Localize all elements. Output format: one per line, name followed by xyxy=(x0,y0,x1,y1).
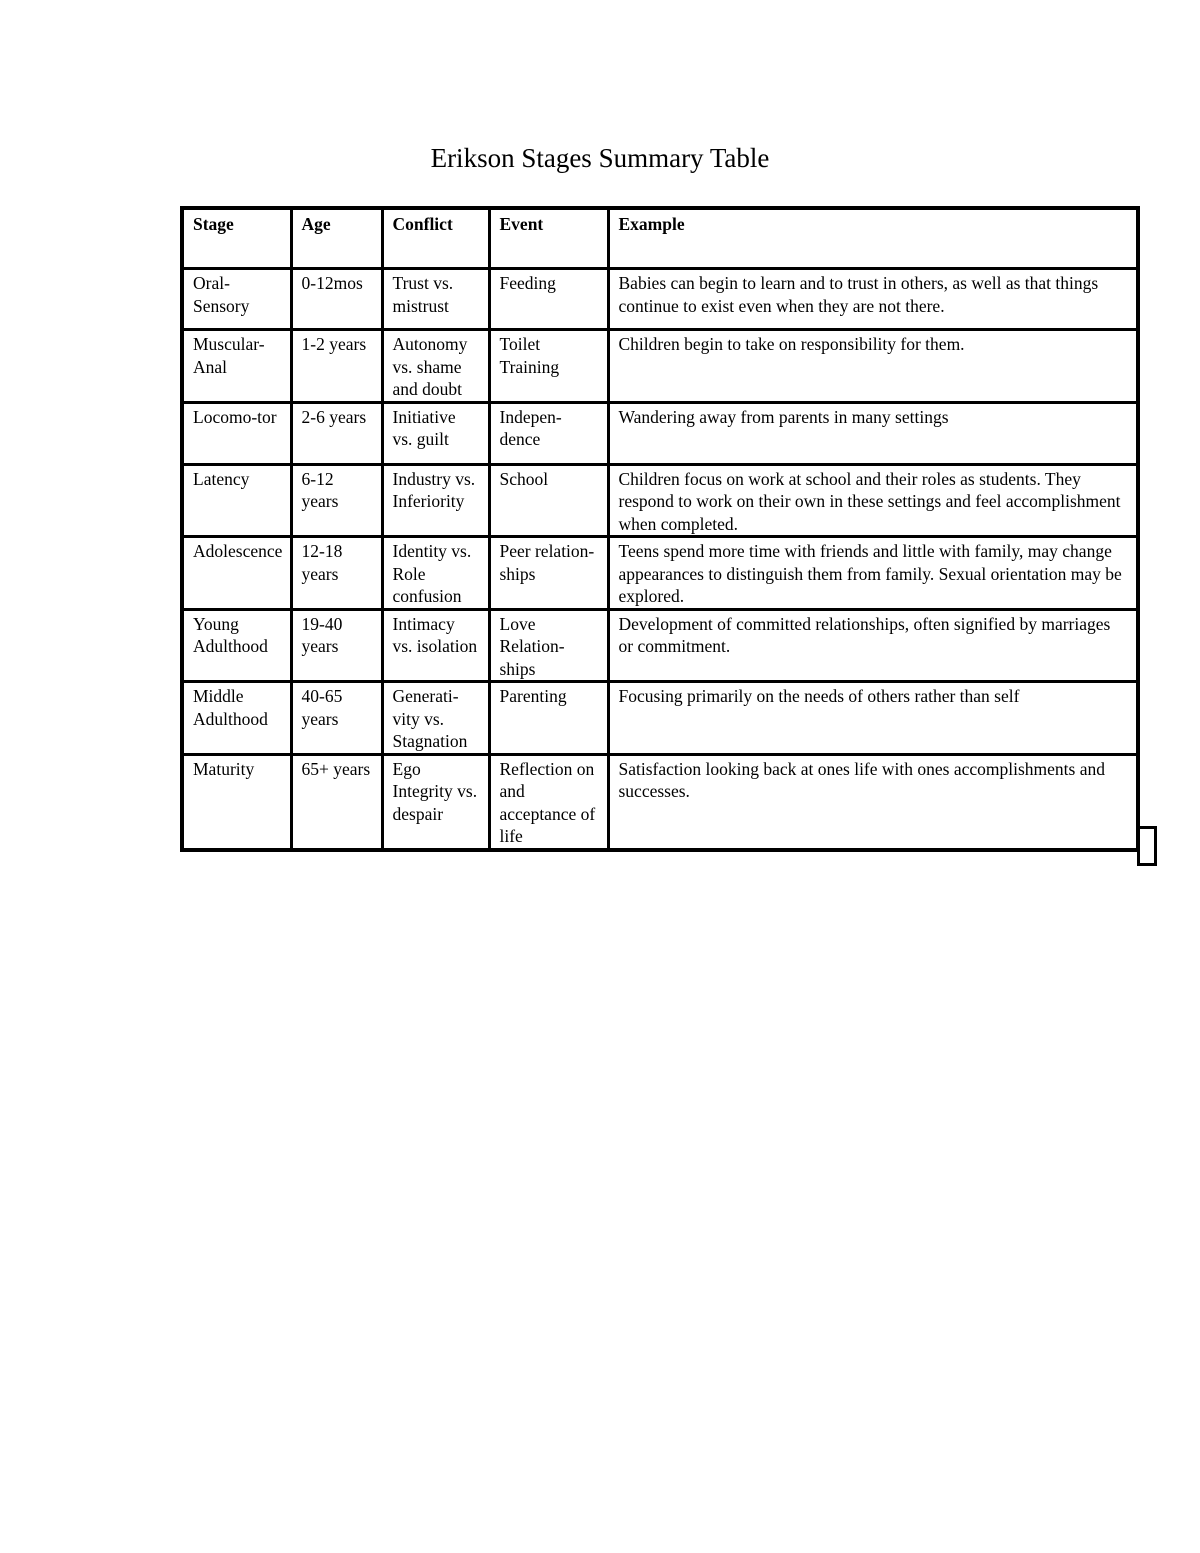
table-row xyxy=(182,402,1138,464)
cell-stage: Maturity xyxy=(182,754,291,850)
text-insertion-marker xyxy=(1137,826,1157,866)
cell-event: Parenting xyxy=(489,682,608,755)
cell-conflict: Initiative vs. guilt xyxy=(382,402,489,464)
cell-age: 0-12mos xyxy=(291,269,382,330)
cell-conflict: Intimacy vs. isolation xyxy=(382,609,489,682)
cell-age: 40-65 years xyxy=(291,682,382,755)
cell-stage: Muscular-Anal xyxy=(182,330,291,403)
cell-age: 19-40 years xyxy=(291,609,382,682)
cell-stage: Young Adulthood xyxy=(182,609,291,682)
cell-conflict: Ego Integrity vs. despair xyxy=(382,754,489,850)
cell-example: Focusing primarily on the needs of others rather than self xyxy=(608,682,1138,755)
cell-conflict: Trust vs. mistrust xyxy=(382,269,489,330)
cell-example: Children begin to take on responsibility for them. xyxy=(608,330,1138,403)
header-conflict: Conflict xyxy=(382,208,489,269)
cell-stage: Oral-Sensory xyxy=(182,269,291,330)
header-age: Age xyxy=(291,208,382,269)
cell-age: 1-2 years xyxy=(291,330,382,403)
cell-stage: Latency xyxy=(182,464,291,537)
table-header-row xyxy=(182,208,1138,269)
header-event: Event xyxy=(489,208,608,269)
cell-event: Peer relation-ships xyxy=(489,537,608,610)
cell-event: Reflection on and acceptance of life xyxy=(489,754,608,850)
cell-age: 6-12 years xyxy=(291,464,382,537)
cell-stage: Adolescence xyxy=(182,537,291,610)
cell-age: 2-6 years xyxy=(291,402,382,464)
table-row xyxy=(182,269,1138,330)
header-example: Example xyxy=(608,208,1138,269)
cell-event: Indepen-dence xyxy=(489,402,608,464)
cell-age: 65+ years xyxy=(291,754,382,850)
cell-conflict: Industry vs. Inferiority xyxy=(382,464,489,537)
cell-example: Wandering away from parents in many settings xyxy=(608,402,1138,464)
page-title: Erikson Stages Summary Table xyxy=(430,143,770,173)
table-row xyxy=(182,330,1138,403)
cell-conflict: Identity vs. Role confusion xyxy=(382,537,489,610)
cell-stage: Locomo-tor xyxy=(182,402,291,464)
table-row xyxy=(182,537,1138,610)
cell-age: 12-18 years xyxy=(291,537,382,610)
cell-event: Toilet Training xyxy=(489,330,608,403)
cell-example: Children focus on work at school and their roles as students. They respond to work on their own in these settings and feel accomplishment when completed. xyxy=(608,464,1138,537)
table-row xyxy=(182,609,1138,682)
cell-example: Babies can begin to learn and to trust in others, as well as that things continue to exist even when they are not there. xyxy=(608,269,1138,330)
cell-example: Satisfaction looking back at ones life with ones accomplishments and successes. xyxy=(608,754,1138,850)
header-stage: Stage xyxy=(182,208,291,269)
table-row xyxy=(182,464,1138,537)
cell-event: School xyxy=(489,464,608,537)
table-row xyxy=(182,754,1138,850)
cell-example: Teens spend more time with friends and little with family, may change appearances to distinguish them from family. Sexual orientation may be explored. xyxy=(608,537,1138,610)
table-row xyxy=(182,682,1138,755)
cell-event: Love Relation-ships xyxy=(489,609,608,682)
cell-event: Feeding xyxy=(489,269,608,330)
cell-conflict: Generati-vity vs. Stagnation xyxy=(382,682,489,755)
cell-conflict: Autonomy vs. shame and doubt xyxy=(382,330,489,403)
cell-stage: Middle Adulthood xyxy=(182,682,291,755)
erikson-stages-table xyxy=(180,206,1140,852)
cell-example: Development of committed relationships, often signified by marriages or commitment. xyxy=(608,609,1138,682)
